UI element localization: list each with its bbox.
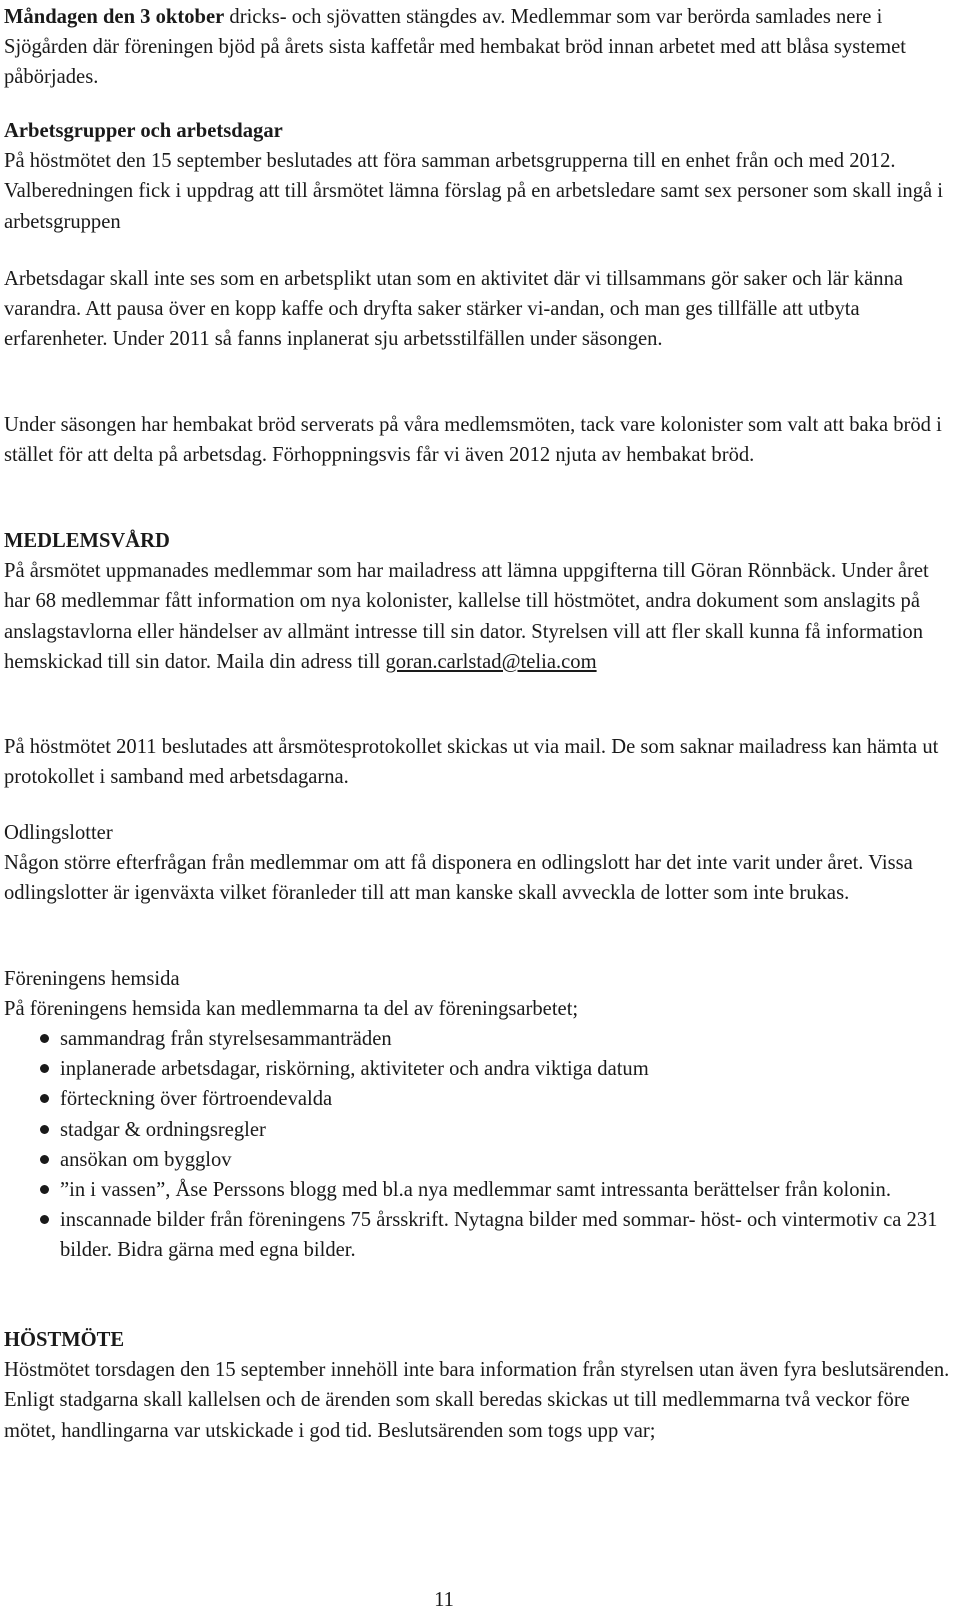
bullet-icon [40,1185,49,1194]
arbetsdagar-paragraph [4,264,954,355]
list-item [0,1054,954,1084]
list-item [0,1145,954,1175]
list-item-text: stadgar & ordningsregler [60,1118,266,1141]
intro-date: Måndagen den 3 oktober [4,6,225,28]
list-item-text: inplanerade arbetsdagar, riskörning, aktiviteter och andra viktiga datum [60,1058,649,1081]
intro-paragraph [4,2,954,93]
bullet-icon [40,1094,49,1103]
list-item [0,1205,954,1265]
medlemsvard-paragraph-2: På höstmötet 2011 beslutades att årsmötesprotokollet skickas ut via mail. De som saknar mailadress kan hämta ut protokollet i samband med arbetsdagarna. [4,736,939,789]
list-item [0,1084,954,1114]
bullet-icon [40,1034,49,1043]
odlingslotter-heading: Odlingslotter [4,822,113,844]
section-odlingslotter [4,818,954,909]
list-item-text: ansökan om bygglov [60,1148,232,1171]
arbetsgrupper-paragraph-2: Arbetsdagar skall inte ses som en arbetsplikt utan som en aktivitet där vi tillsammans gör saker och lär känna varandra. Att pausa över en kopp kaffe och dryfta saker stärker vi-andan, och man ges tillfälle att utbyta erfarenheter. Under 2011 så fanns inplanerat sju arbetsstilfällen under säsongen. [4,268,904,351]
hemsida-list [0,1024,954,1266]
intro-text: dricks- och sjövatten stängdes av. Medlemmar som var berörda samlades nere i Sjögården där föreningen bjöd på årets sista kaffetår med hembakat bröd innan arbetet med att blåsa systemet påbörjades. [4,6,907,89]
medlemsvard-paragraph-1 [4,556,954,677]
hemsida-heading: Föreningens hemsida [4,968,180,990]
hostmote-paragraph: Höstmötet torsdagen den 15 september innehöll inte bara information från styrelsen utan även fyra beslutsärenden. Enligt stadgarna skall kallelsen och de ärenden som skall beredas skickas ut till medlemmarna två veckor före mötet, handlingarna var utskickade i god tid. Beslutsärenden som togs upp var; [4,1359,950,1442]
list-item-text: förteckning över förtroendevalda [60,1088,333,1111]
medlemsvard-heading: MEDLEMSVÅRD [4,530,170,552]
bullet-icon [40,1064,49,1073]
page-number: 11 [434,1589,454,1611]
bullet-icon [40,1125,49,1134]
list-item [0,1115,954,1145]
odlingslotter-paragraph: Någon större efterfrågan från medlemmar om att få disponera en odlingslott har det inte varit under året. Vissa odlingslotter är igenväxta vilket föranleder till att man kanske skall avveckla de lotter som inte brukas. [4,852,913,905]
section-arbetsgrupper [4,116,954,237]
list-item [0,1024,954,1054]
bullet-icon [40,1215,49,1224]
section-hostmote [4,1325,954,1446]
list-item-text: inscannade bilder från föreningens 75 årsskrift. Nytagna bilder med sommar- höst- och vintermotiv ca 231 bilder. Bidra gärna med egna bilder. [60,1209,938,1262]
hemsida-intro: På föreningens hemsida kan medlemmarna ta del av föreningsarbetet; [4,998,579,1021]
hembakat-paragraph [4,410,954,470]
email-link[interactable]: goran.carlstad@telia.com [385,650,597,673]
medlemsvard-text: På årsmötet uppmanades medlemmar som har mailadress att lämna uppgifterna till Göran Rönnbäck. Under året har 68 medlemmar fått information om nya kolonister, kallelse till höstmötet, andra dokument som anslagits på anslagstavlorna eller händelser av allmänt intresse till sin dator. Styrelsen vill att fler skall kunna få information hemskickad till sin dator. Maila din adress till [4,560,929,673]
section-medlemsvard [4,526,954,677]
arbetsgrupper-heading: Arbetsgrupper och arbetsdagar [4,120,283,142]
arbetsgrupper-paragraph-3: Under säsongen har hembakat bröd serverats på våra medlemsmöten, tack vare kolonister som valt att baka bröd i stället för att delta på arbetsdag. Förhoppningsvis får vi även 2012 njuta av hembakat bröd. [4,414,942,467]
list-item-text: sammandrag från styrelsesammanträden [60,1028,392,1050]
list-item [0,1175,954,1205]
arbetsgrupper-paragraph-1: På höstmötet den 15 september beslutades att föra samman arbetsgrupperna till en enhet från och med 2012. Valberedningen fick i uppdrag att till årsmötet lämna förslag på en arbetsledare samt sex personer som skall ingå i arbetsgruppen [4,150,944,233]
list-item-text: ”in i vassen”, Åse Perssons blogg med bl.a nya medlemmar samt intressanta berättelser från kolonin. [60,1179,891,1202]
hostmote-heading: HÖSTMÖTE [4,1329,125,1351]
bullet-icon [40,1155,49,1164]
protokoll-paragraph [4,732,954,792]
section-hemsida [4,964,954,1024]
